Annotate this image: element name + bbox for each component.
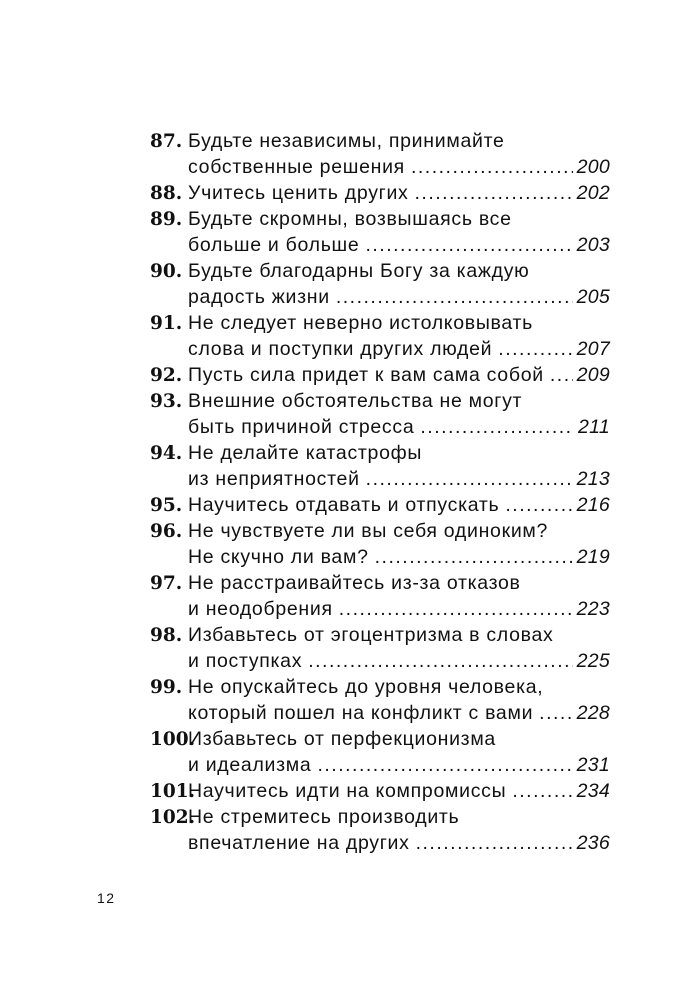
toc-entry-title: собственные решения (188, 156, 405, 178)
dot-leader (411, 154, 573, 180)
toc-entry-number: 93. (150, 391, 183, 412)
toc-line (150, 284, 610, 310)
toc-entry-page: 223 (576, 598, 610, 620)
toc-entry (150, 492, 610, 518)
toc-line (150, 518, 610, 544)
toc-entry (150, 726, 610, 778)
toc-entry (150, 778, 610, 804)
toc-entry-title: Учитесь ценить других (188, 182, 409, 204)
toc-entry-title: Будьте независимы, принимайте (188, 130, 505, 152)
toc-line (150, 466, 610, 492)
toc-entry-number: 102. (150, 807, 196, 828)
toc-entry-title: впечатление на других (188, 832, 410, 854)
toc-entry-title: и неодобрения (188, 598, 333, 620)
dot-leader (415, 180, 573, 206)
toc-entry-page: 200 (576, 156, 610, 178)
toc-line (150, 128, 610, 154)
toc-entry-page: 213 (576, 468, 610, 490)
toc-entry-title: Не чувствуете ли вы себя одиноким? (188, 520, 549, 542)
toc-entry-page: 219 (576, 546, 610, 568)
toc-entry-page: 225 (576, 650, 610, 672)
toc-entry (150, 128, 610, 180)
toc-entry-page: 203 (576, 234, 610, 256)
toc-line (150, 752, 610, 778)
toc-line (150, 492, 610, 518)
dot-leader (366, 466, 573, 492)
toc-entry-title: больше и больше (188, 234, 360, 256)
toc-line (150, 310, 610, 336)
toc-line (150, 778, 610, 804)
toc-line (150, 674, 610, 700)
toc-line (150, 440, 610, 466)
toc-entry-title: Избавьтесь от перфекционизма (188, 728, 496, 750)
toc-entry-title: из неприятностей (188, 468, 360, 490)
toc-entry-title: Не опускайтесь до уровня человека, (188, 676, 544, 698)
toc-line (150, 570, 610, 596)
toc-entry (150, 206, 610, 258)
toc-entry-title: слова и поступки других людей (188, 338, 493, 360)
toc-entry-number: 99. (150, 677, 183, 698)
toc-entry (150, 440, 610, 492)
toc-line (150, 180, 610, 206)
toc-entry-page: 228 (576, 702, 610, 724)
toc-entry (150, 804, 610, 856)
toc-entry-page: 202 (576, 182, 610, 204)
toc-line (150, 648, 610, 674)
dot-leader (505, 492, 572, 518)
toc-entry-page: 234 (576, 780, 610, 802)
dot-leader (550, 362, 573, 388)
toc-line (150, 362, 610, 388)
toc-entry (150, 674, 610, 726)
dot-leader (339, 596, 573, 622)
toc-entry-page: 216 (576, 494, 610, 516)
toc-line (150, 700, 610, 726)
toc-entry (150, 622, 610, 674)
toc-entry-number: 100. (150, 729, 196, 750)
toc-entry-title: Не стремитесь производить (188, 806, 460, 828)
toc-entry-title: Избавьтесь от эгоцентризма в словах (188, 624, 554, 646)
toc-entry-title: Научитесь отдавать и отпускать (188, 494, 500, 516)
toc-entry-number: 90. (150, 261, 183, 282)
dot-leader (539, 700, 572, 726)
toc-entry-title: Внешние обстоятельства не могут (188, 390, 523, 412)
toc-entry-title: Будьте скромны, возвышаясь все (188, 208, 512, 230)
toc-entry-number: 89. (150, 209, 183, 230)
toc-entry-title: и поступках (188, 650, 303, 672)
toc-line (150, 154, 610, 180)
toc-entry-title: Не скучно ли вам? (188, 546, 369, 568)
dot-leader (512, 778, 572, 804)
toc-line (150, 414, 610, 440)
toc-entry (150, 180, 610, 206)
toc-entry (150, 258, 610, 310)
toc-entry-number: 88. (150, 183, 183, 204)
toc-entry-number: 87. (150, 131, 183, 152)
toc-entry-title: Не делайте катастрофы (188, 442, 423, 464)
toc-line (150, 622, 610, 648)
toc-entry-title: и идеализма (188, 754, 312, 776)
toc-entry-number: 97. (150, 573, 183, 594)
toc-entry-number: 98. (150, 625, 183, 646)
toc-line (150, 336, 610, 362)
toc-entry-title: Пусть сила придет к вам сама собой (188, 364, 544, 386)
toc-line (150, 726, 610, 752)
toc-entry-page: 205 (576, 286, 610, 308)
toc-line (150, 258, 610, 284)
dot-leader (317, 752, 572, 778)
toc-entry-number: 91. (150, 313, 183, 334)
toc-entry-number: 94. (150, 443, 183, 464)
dot-leader (308, 648, 572, 674)
toc-line (150, 596, 610, 622)
toc-entry (150, 570, 610, 622)
toc-line (150, 804, 610, 830)
toc-entry-page: 231 (576, 754, 610, 776)
toc-entry (150, 310, 610, 362)
toc-entry-title: Не следует неверно истолковывать (188, 312, 533, 334)
toc-entry-page: 211 (578, 416, 610, 438)
page-number: 12 (97, 890, 116, 906)
toc-entry (150, 518, 610, 570)
dot-leader (416, 830, 573, 856)
toc-entry-title: который пошел на конфликт с вами (188, 702, 534, 724)
dot-leader (375, 544, 573, 570)
toc-entry-number: 96. (150, 521, 183, 542)
toc-entry (150, 388, 610, 440)
toc-entry-title: Не расстраивайтесь из-за отказов (188, 572, 521, 594)
dot-leader (365, 232, 572, 258)
toc-entry-number: 95. (150, 495, 183, 516)
dot-leader (420, 414, 574, 440)
toc-entry-number: 92. (150, 365, 183, 386)
toc-entry-title: Будьте благодарны Богу за каждую (188, 260, 530, 282)
dot-leader (498, 336, 572, 362)
toc-entry-page: 236 (576, 832, 610, 854)
toc-entry (150, 362, 610, 388)
toc-line (150, 232, 610, 258)
toc-line (150, 830, 610, 856)
dot-leader (336, 284, 573, 310)
toc-entry-page: 207 (576, 338, 610, 360)
toc-entry-page: 209 (576, 364, 610, 386)
toc-entry-number: 101. (150, 781, 196, 802)
table-of-contents (150, 128, 610, 856)
toc-entry-title: быть причиной стресса (188, 416, 415, 438)
toc-line (150, 544, 610, 570)
toc-entry-title: радость жизни (188, 286, 330, 308)
toc-line (150, 388, 610, 414)
toc-entry-title: Научитесь идти на компромиссы (188, 780, 507, 802)
toc-line (150, 206, 610, 232)
